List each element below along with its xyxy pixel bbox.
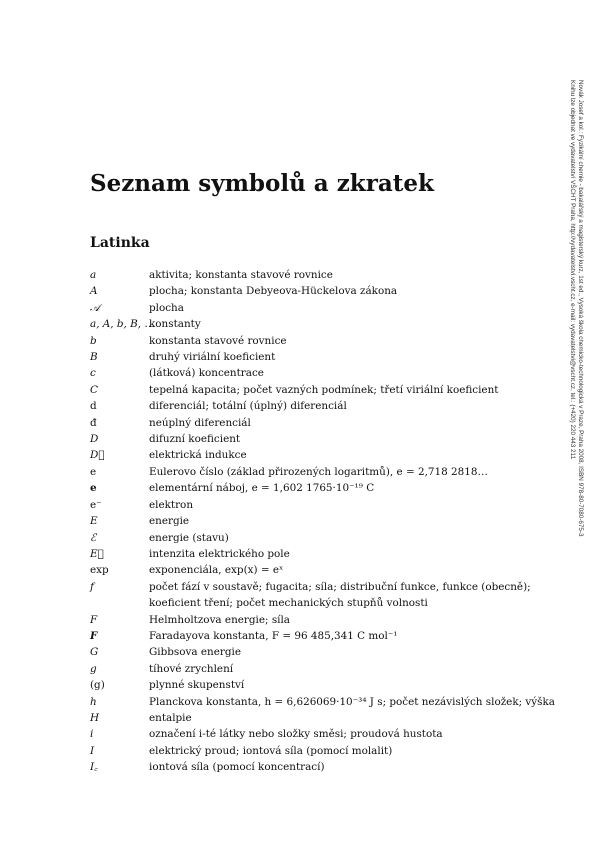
symbol-row <box>90 726 550 742</box>
symbol-description: Planckova konstanta, h = 6,626069·10⁻³⁴ J s; počet nezávislých složek; výška <box>149 695 555 708</box>
symbol: H <box>90 711 100 724</box>
symbol-row <box>90 759 550 775</box>
symbol-row <box>90 628 550 644</box>
symbol-row <box>90 300 550 316</box>
symbol: I <box>90 744 95 757</box>
symbol: a, A, b, B, … <box>90 318 155 331</box>
symbol-description: tepelná kapacita; počet vazných podmínek; třetí viriální koeficient <box>149 383 499 396</box>
symbol: A <box>90 285 98 298</box>
symbol-description: diferenciál; totální (úplný) diferenciál <box>149 400 347 413</box>
symbol-row <box>90 382 550 398</box>
symbol: b <box>90 334 97 347</box>
symbol: D⃗ <box>90 449 105 462</box>
symbol: C <box>90 383 98 396</box>
symbol-description: plocha <box>149 301 184 314</box>
symbol-row <box>90 415 550 431</box>
symbol-row <box>90 513 550 529</box>
symbol: F <box>90 629 98 642</box>
symbol: e <box>90 465 97 478</box>
symbol-description: konstanta stavové rovnice <box>149 334 287 347</box>
symbol-description: entalpie <box>149 711 192 724</box>
symbol-description: Helmholtzova energie; síla <box>149 613 290 626</box>
symbol-row <box>90 365 550 381</box>
symbol-description: neúplný diferenciál <box>149 416 251 429</box>
symbol: B <box>90 351 98 364</box>
symbol-row <box>90 267 550 283</box>
symbol-row <box>90 612 550 628</box>
symbol: exp <box>90 564 109 577</box>
symbol: 𝒜 <box>90 301 100 314</box>
page-title: Seznam symbolů a zkratek <box>90 170 434 197</box>
symbol: E <box>90 515 98 528</box>
symbol-description: energie <box>149 515 190 528</box>
symbol-description: konstanty <box>149 318 201 331</box>
symbol-row <box>90 480 550 496</box>
symbol-row <box>90 431 550 447</box>
symbol: f <box>90 580 94 593</box>
symbol-description: elektrická indukce <box>149 449 247 462</box>
symbol-description: exponenciála, exp(x) = eˣ <box>149 564 284 577</box>
symbol: E⃗ <box>90 547 104 560</box>
symbol-description: druhý viriální koeficient <box>149 351 276 364</box>
symbol-description: tíhové zrychlení <box>149 662 234 675</box>
symbol-row <box>90 677 550 693</box>
symbol: I꜀ <box>90 761 98 774</box>
symbol-description: (látková) koncentrace <box>149 367 264 380</box>
symbol-list <box>90 267 555 776</box>
symbol-row <box>90 398 550 414</box>
symbol-description: Eulerovo číslo (základ přirozených logaritmů), e = 2,718 2818… <box>149 465 488 478</box>
symbol-row <box>90 283 550 299</box>
symbol-row <box>90 349 550 365</box>
symbol-row <box>90 644 550 660</box>
publication-note-line-2: Knihu lze objednat ve vydavatelství VŠCHT Praha, http://vydavatelstvi.vscht.cz, e-mail: vydavatelstvi@vscht.cz, tel.: (+420) 220 443 211 <box>569 80 576 460</box>
symbol: c <box>90 367 96 380</box>
symbol-row <box>90 661 550 677</box>
symbol: D <box>90 433 99 446</box>
symbol-description: elementární náboj, e = 1,602 1765·10⁻¹⁹ C <box>149 482 375 495</box>
symbol-row <box>90 497 550 513</box>
symbol: đ <box>90 416 97 429</box>
symbol-description: Gibbsova energie <box>149 646 241 659</box>
symbol-row <box>90 546 550 562</box>
symbol-description: elektrický proud; iontová síla (pomocí molalit) <box>149 744 393 757</box>
symbol: h <box>90 695 97 708</box>
section-heading: Latinka <box>90 235 150 251</box>
symbol-description: plocha; konstanta Debyeova-Hückelova zákona <box>149 285 398 298</box>
symbol-row <box>90 562 550 578</box>
symbol: d <box>90 400 97 413</box>
publication-note <box>568 80 584 537</box>
symbol-description: intenzita elektrického pole <box>149 547 290 560</box>
symbol-row <box>90 464 550 480</box>
symbol-description: iontová síla (pomocí koncentrací) <box>149 761 325 774</box>
symbol-row <box>90 530 550 546</box>
symbol: i <box>90 728 94 741</box>
symbol-description: počet fází v soustavě; fugacita; síla; distribuční funkce, funkce (obecně); koeficient tření; počet mechanických stupňů volnosti <box>149 580 531 610</box>
symbol: ℰ <box>90 531 97 544</box>
symbol-description: elektron <box>149 498 194 511</box>
symbol-row <box>90 743 550 759</box>
symbol: F <box>90 613 98 626</box>
symbol-description: energie (stavu) <box>149 531 229 544</box>
symbol-row <box>90 447 550 463</box>
symbol-description: plynné skupenství <box>149 679 245 692</box>
symbol-description: aktivita; konstanta stavové rovnice <box>149 269 333 281</box>
symbol: (g) <box>90 679 105 692</box>
symbol-row <box>90 579 550 612</box>
symbol-description: difuzní koeficient <box>149 433 241 446</box>
symbol: e⁻ <box>90 498 102 511</box>
symbol: g <box>90 662 97 675</box>
symbol-row <box>90 710 550 726</box>
symbol: a <box>90 269 97 281</box>
symbol: e <box>90 482 97 495</box>
symbol-row <box>90 694 555 710</box>
publication-note-line-1: Novák Josef a kol.: Fyzikální chemie - bakalářský a magisterský kurz, 1st ed., Vysoká škola chemicko-technologická v Praze, Praha 2008, ISBN 978-80-7080-675-3 <box>577 80 584 537</box>
symbol-row <box>90 333 550 349</box>
symbol-description: Faradayova konstanta, F = 96 485,341 C mol⁻¹ <box>149 629 398 642</box>
symbol-description: označení i-té látky nebo složky směsi; proudová hustota <box>149 728 443 741</box>
symbol: G <box>90 646 99 659</box>
symbol-row <box>90 316 550 332</box>
